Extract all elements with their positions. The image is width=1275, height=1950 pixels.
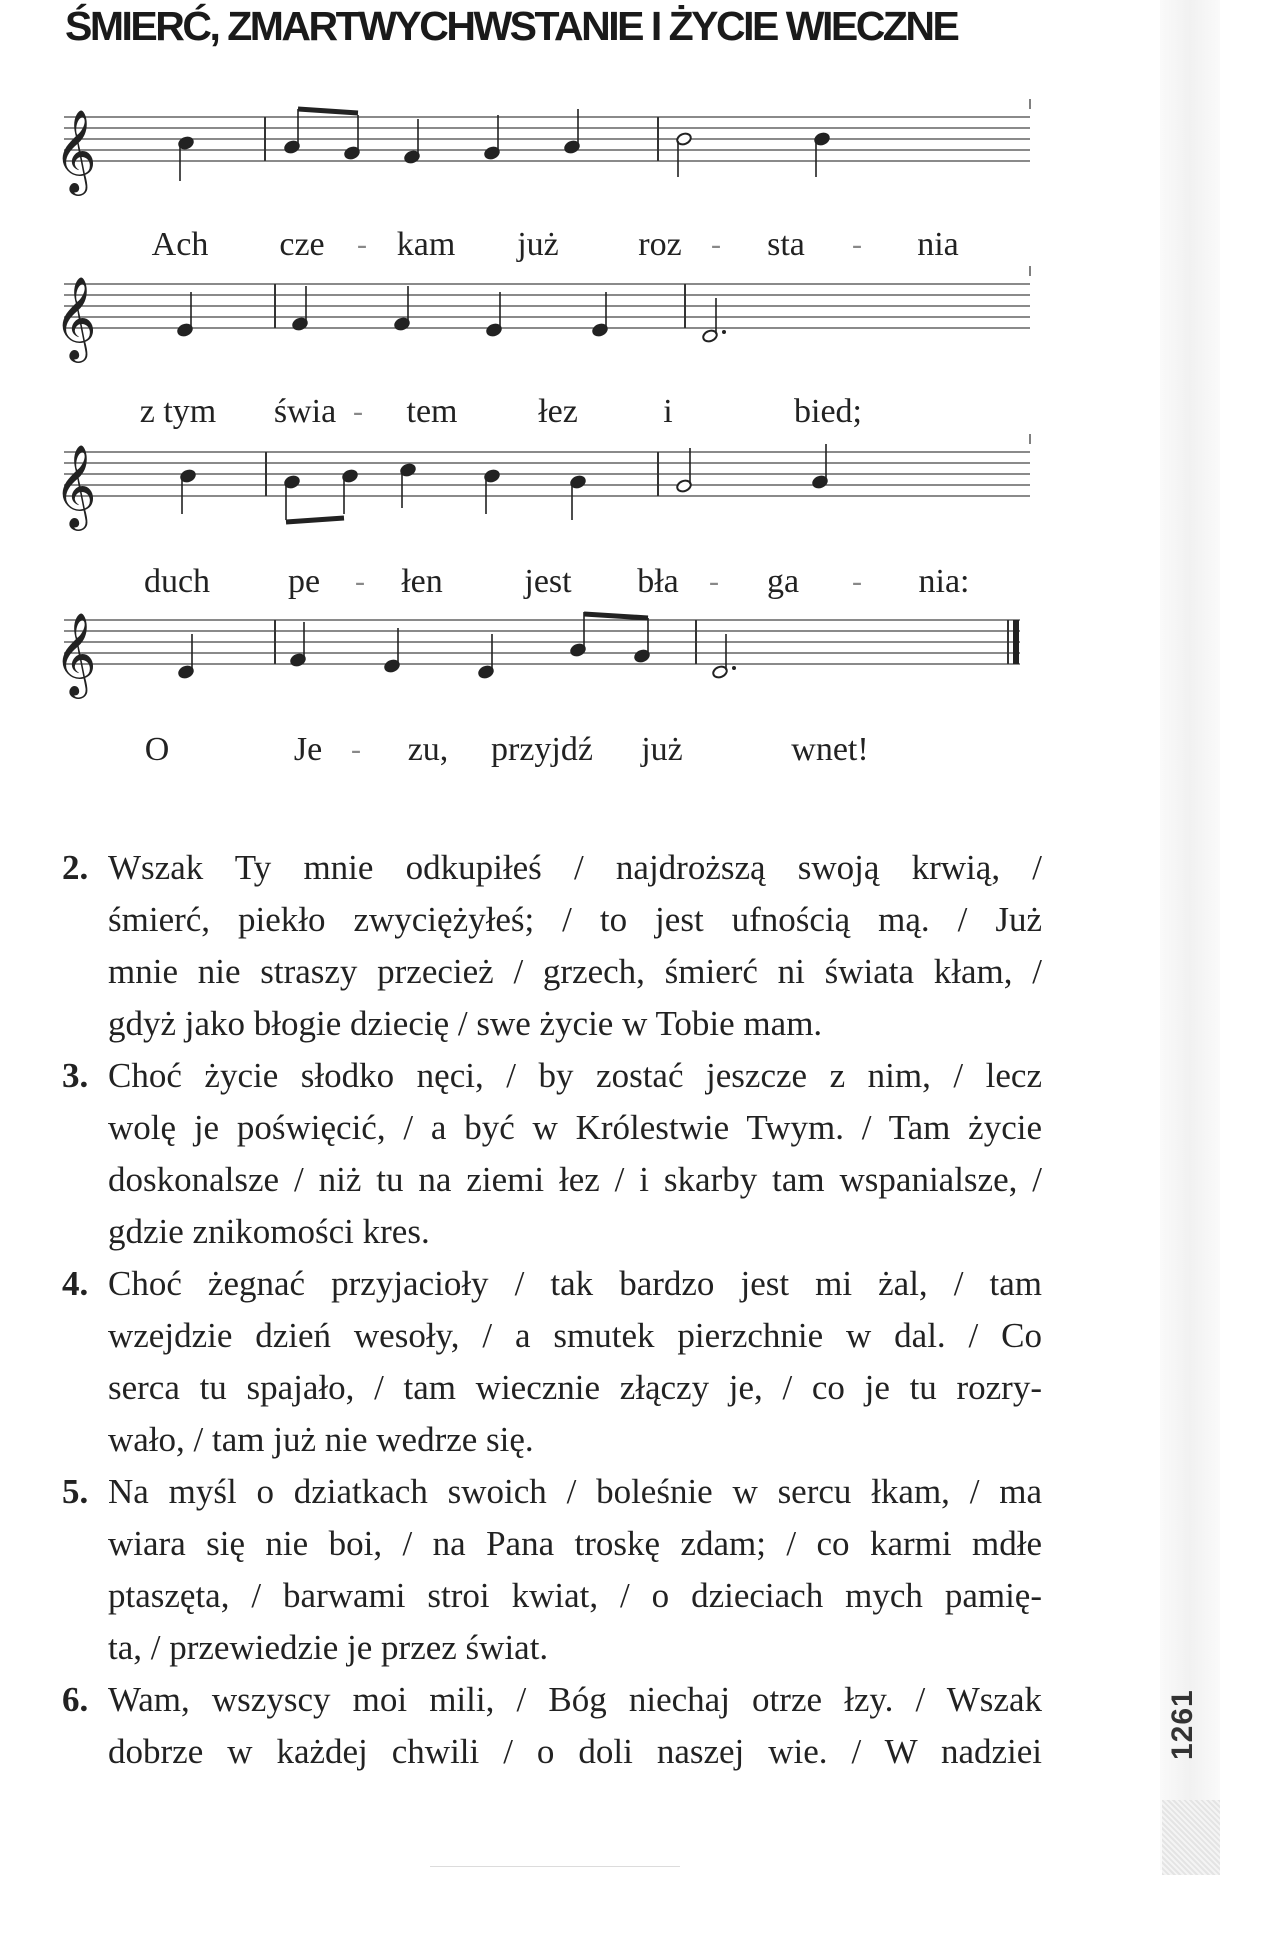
- verse-3: [62, 1050, 1042, 1258]
- verse-line: [62, 1674, 1042, 1726]
- verses-text: [62, 842, 1042, 1778]
- lyric-hyphen: -: [351, 733, 361, 766]
- verse-line: [62, 894, 1042, 946]
- lyric-syllable: roz: [638, 226, 682, 263]
- beam: [298, 109, 358, 113]
- treble-clef-icon: 𝄞: [54, 611, 97, 695]
- lyric-syllable: kam: [396, 226, 456, 263]
- verse-text: Choć żegnać przyjacioły / tak bardzo jest mi żal, / tam: [108, 1264, 1042, 1303]
- lyric-syllable: świa: [273, 393, 337, 430]
- lyric-hyphen: -: [711, 228, 721, 261]
- verse-text: wało, / tam już nie wedrze się.: [108, 1420, 534, 1459]
- lyric-syllable: tem: [406, 393, 458, 430]
- verse-text: ta, / przewiedzie je przez świat.: [108, 1628, 549, 1667]
- verse-line: [62, 1466, 1042, 1518]
- lyric-syllable: nia: [917, 226, 959, 263]
- verse-text: gdyż jako błogie dziecię / swe życie w Tobie mam.: [108, 1004, 823, 1043]
- lyric-syllable: cze: [279, 226, 325, 263]
- verse-text: Na myśl o dziatkach swoich / boleśnie w sercu łkam, / ma: [108, 1472, 1042, 1511]
- dot: [722, 330, 726, 334]
- dot: [732, 666, 736, 670]
- verse-line: [62, 1570, 1042, 1622]
- verse-text: ptaszęta, / barwami stroi kwiat, / o dzieciach mych pamię-: [108, 1576, 1042, 1615]
- music-staff-1: [54, 95, 1050, 263]
- verse-line: [62, 1726, 1042, 1778]
- verse-text: Wszak Ty mnie odkupiłeś / najdroższą swoją krwią, /: [108, 848, 1042, 887]
- verse-line: [62, 946, 1042, 998]
- lyric-syllable: bła: [637, 563, 679, 600]
- lyric-syllable: już: [517, 226, 559, 263]
- verse-text: gdzie znikomości kres.: [108, 1212, 430, 1251]
- verse-number: 4.: [62, 1264, 89, 1303]
- lyric-syllable: zu,: [407, 731, 449, 768]
- lyric-syllable: nia:: [918, 563, 970, 600]
- verse-text: Wam, wszyscy moi mili, / Bóg niechaj otrze łzy. / Wszak: [108, 1680, 1042, 1719]
- verse-number: 2.: [62, 848, 89, 887]
- lyric-syllable: Ach: [151, 226, 209, 263]
- verse-text: wolę je poświęcić, / a być w Królestwie Twym. / Tam życie: [108, 1108, 1042, 1147]
- music-staff-3: [54, 430, 1050, 600]
- verse-number: 3.: [62, 1056, 89, 1095]
- page-edge-texture: [1162, 1800, 1220, 1875]
- lyric-syllable: bied;: [794, 393, 862, 430]
- verse-line: [62, 1102, 1042, 1154]
- verse-number: 5.: [62, 1472, 89, 1511]
- verse-line: [62, 1206, 1042, 1258]
- lyric-hyphen: -: [709, 565, 719, 598]
- verse-text: śmierć, piekło zwyciężyłeś; / to jest ufnością mą. / Już: [108, 900, 1042, 939]
- beam: [584, 614, 648, 618]
- verse-line: [62, 998, 1042, 1050]
- verse-text: wiara się nie boi, / na Pana troskę zdam; / co karmi mdłe: [108, 1524, 1042, 1563]
- verse-line: [62, 1518, 1042, 1570]
- verse-line: [62, 1258, 1042, 1310]
- page-title: ŚMIERĆ, ZMARTWYCHWSTANIE I ŻYCIE WIECZNE: [65, 3, 958, 49]
- verse-line: [62, 1154, 1042, 1206]
- verse-line: [62, 1310, 1042, 1362]
- verse-line: [62, 1050, 1042, 1102]
- staff-notation: [54, 95, 1050, 205]
- verse-text: mnie nie straszy przecież / grzech, śmierć ni świata kłam, /: [108, 952, 1042, 991]
- lyric-syllable: duch: [143, 563, 211, 600]
- lyric-syllable: wnet!: [791, 731, 869, 768]
- verse-text: wzejdzie dzień wesoły, / a smutek pierzchnie w dal. / Co: [108, 1316, 1042, 1355]
- bottom-rule: [430, 1866, 680, 1867]
- verse-line: [62, 1622, 1042, 1674]
- lyric-syllable: łen: [401, 563, 443, 600]
- page-number: 1261: [1166, 1689, 1199, 1760]
- lyric-syllable: Je: [293, 731, 323, 768]
- lyric-syllable: O: [144, 731, 170, 768]
- page-margin: [1160, 0, 1220, 1870]
- music-staff-4: [54, 598, 1050, 768]
- lyric-syllable: przyjdź: [491, 731, 593, 768]
- staff-notation: [54, 598, 1050, 708]
- lyric-hyphen: -: [852, 228, 862, 261]
- lyric-syllable: jest: [524, 563, 572, 600]
- verse-line: [62, 1362, 1042, 1414]
- verse-text: Choć życie słodko nęci, / by zostać jeszcze z nim, / lecz: [108, 1056, 1042, 1095]
- staff-notation: [54, 430, 1050, 540]
- verse-text: dobrze w każdej chwili / o doli naszej wie. / W nadziei: [108, 1732, 1042, 1771]
- treble-clef-icon: 𝄞: [54, 443, 97, 527]
- lyric-hyphen: -: [852, 565, 862, 598]
- beam: [286, 518, 344, 522]
- verse-4: [62, 1258, 1042, 1466]
- treble-clef-icon: 𝄞: [54, 108, 97, 192]
- verse-6: [62, 1674, 1042, 1778]
- lyric-syllable: pe: [287, 563, 321, 600]
- lyric-syllable: i: [663, 393, 673, 430]
- verse-text: doskonalsze / niż tu na ziemi łez / i skarby tam wspanialsze, /: [108, 1160, 1042, 1199]
- verse-5: [62, 1466, 1042, 1674]
- verse-line: [62, 842, 1042, 894]
- treble-clef-icon: 𝄞: [54, 275, 97, 359]
- verse-number: 6.: [62, 1680, 89, 1719]
- verse-line: [62, 1414, 1042, 1466]
- verse-2: [62, 842, 1042, 1050]
- lyric-syllable: łez: [538, 393, 578, 430]
- music-staff-2: [54, 262, 1050, 430]
- lyric-hyphen: -: [355, 565, 365, 598]
- verse-text: serca tu spajało, / tam wiecznie złączy je, / co je tu rozry-: [108, 1368, 1042, 1407]
- lyric-syllable: już: [641, 731, 683, 768]
- lyric-syllable: z tym: [139, 393, 217, 430]
- staff-notation: [54, 262, 1050, 372]
- lyric-syllable: ga: [766, 563, 800, 600]
- lyric-hyphen: -: [353, 395, 363, 428]
- lyric-hyphen: -: [357, 228, 367, 261]
- lyric-syllable: sta: [767, 226, 805, 263]
